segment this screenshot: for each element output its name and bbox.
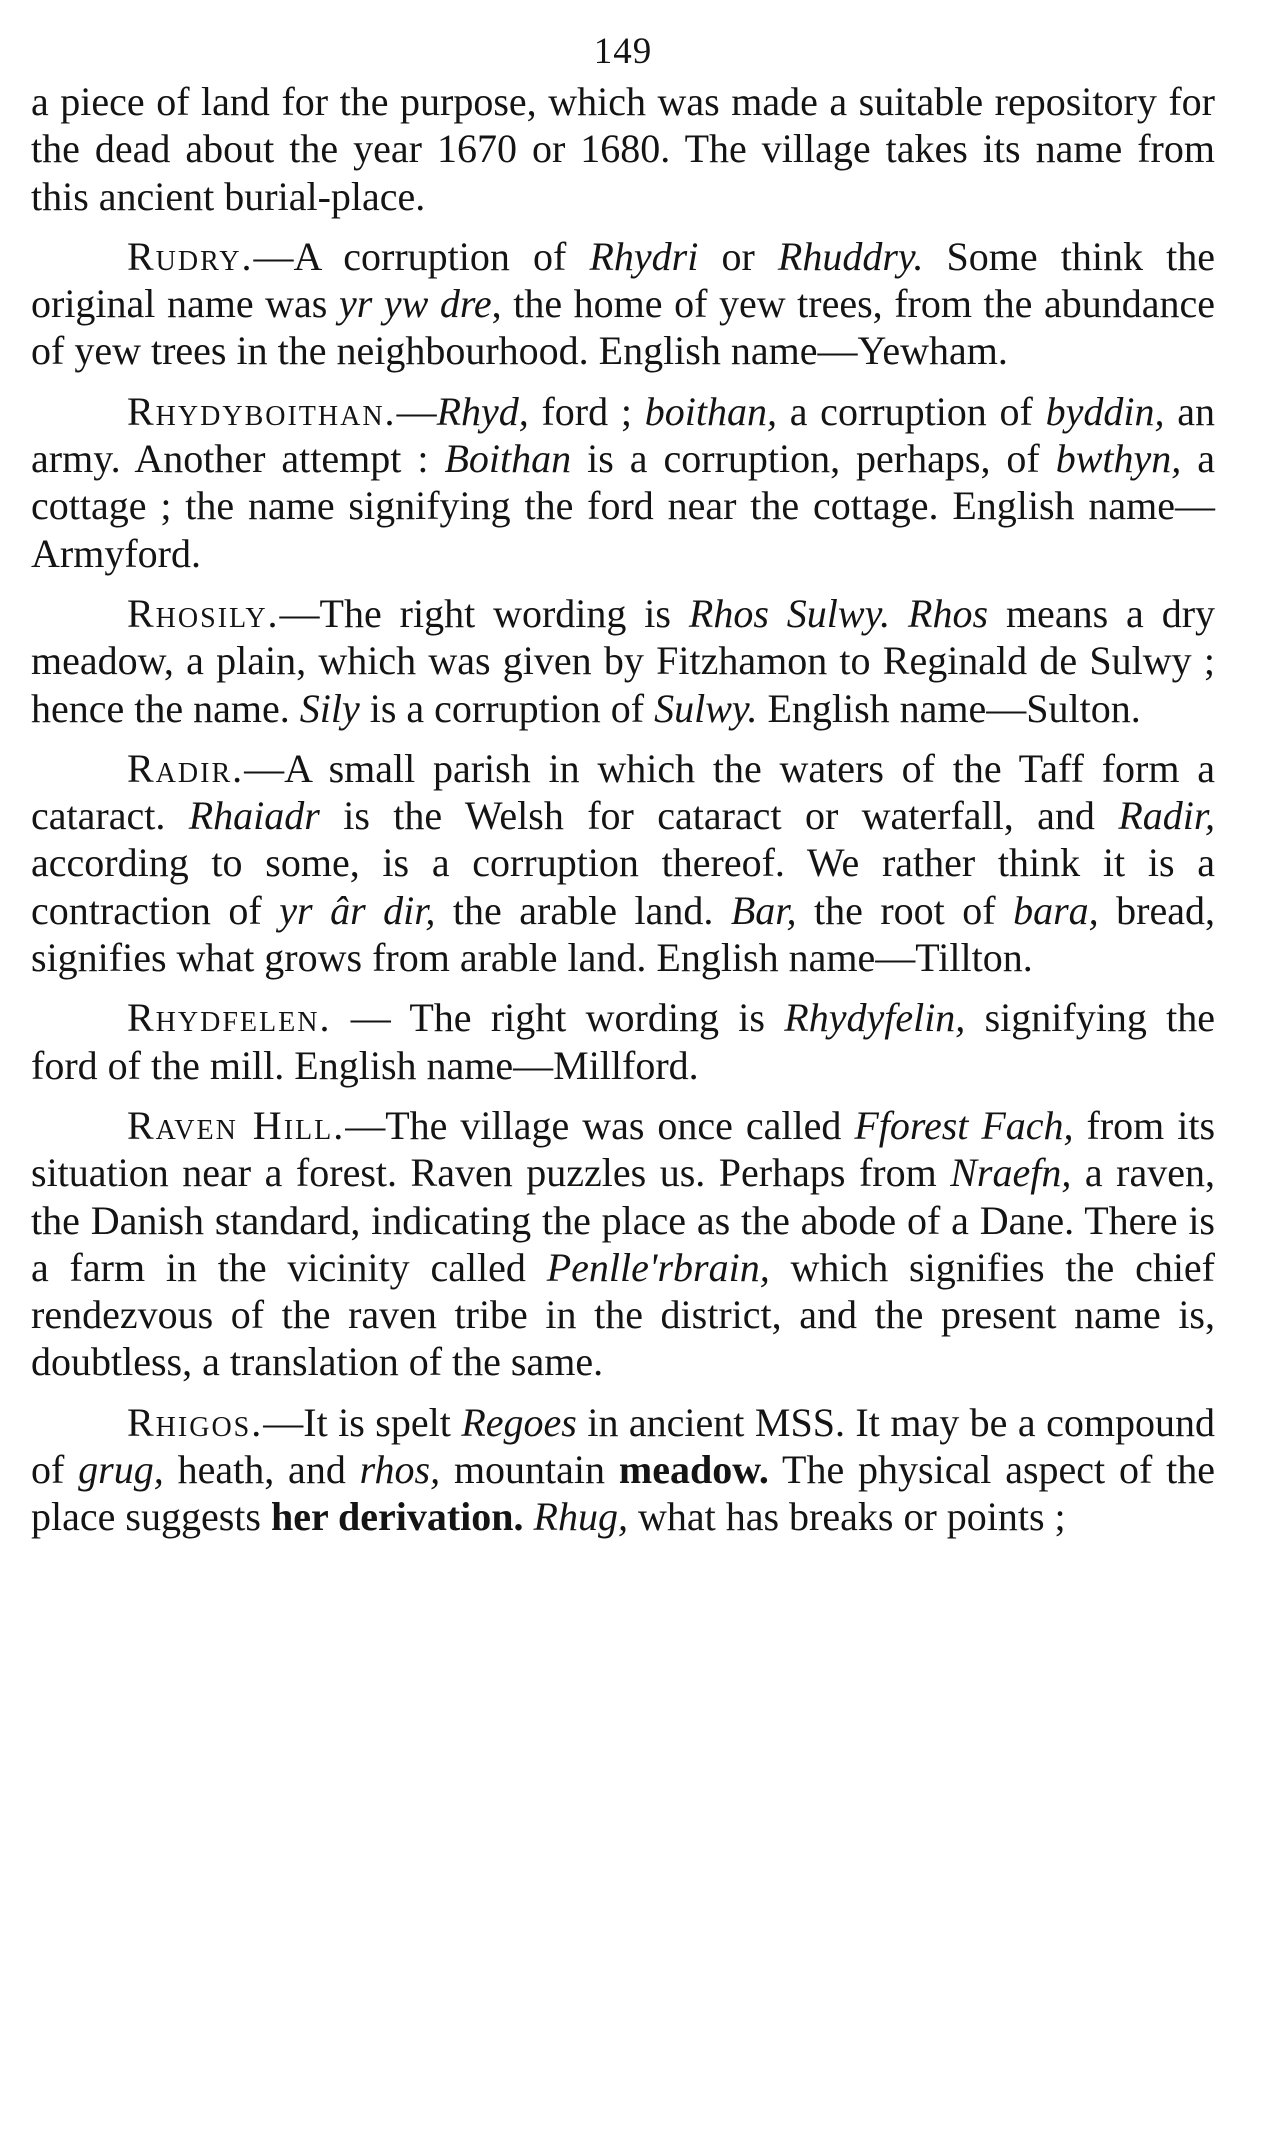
body-text: , the home of yew trees, from the abundance of yew trees in the neighbourhood. English name—Yewham. [31, 281, 1215, 374]
entry-rudry [31, 233, 1215, 375]
bold-text: her derivation. [270, 1494, 524, 1540]
body-text: Some think the original name was [31, 233, 1215, 327]
entry-headword: Radir. [127, 745, 245, 791]
body-text: signifying the ford of the mill. English name—Millford. [31, 995, 1216, 1088]
italic-term: Rhos [908, 590, 989, 636]
italic-term: Fforest Fach, [854, 1102, 1074, 1148]
body-text: —It is spelt [263, 1399, 462, 1445]
italic-term: Bar, [730, 887, 797, 933]
italic-term: boithan, [644, 388, 777, 434]
body-text: in ancient MSS. It may be a compound of [31, 1399, 1215, 1493]
italic-term: Boithan [444, 436, 572, 482]
italic-term: Penlle'rbrain, [546, 1244, 770, 1290]
body-text: from its situation near a forest. Raven puzzles us. Perhaps from [31, 1102, 1216, 1196]
italic-term: Sulwy. [654, 685, 758, 731]
entry-radir [31, 745, 1215, 981]
entry-headword: Rhydyboithan. [127, 388, 397, 434]
italic-term: Nraefn, [950, 1150, 1072, 1196]
body-text: —A corruption of [253, 233, 590, 279]
body-text: —The village was once called [345, 1102, 855, 1148]
body-text: bread, signifies what grows from arable land. English name—Tillton. [31, 887, 1216, 981]
italic-term: Rhydyfelin, [784, 995, 966, 1041]
italic-term: Rhuddry. [777, 233, 924, 279]
page-number: 149 [593, 31, 653, 72]
italic-term: byddin, [1045, 388, 1165, 434]
body-text: the root of [796, 887, 1014, 933]
body-text: the arable land. [435, 887, 731, 933]
italic-term: Sily [299, 685, 360, 731]
italic-term: bwthyn, [1055, 436, 1182, 482]
italic-term: yr âr dir, [279, 887, 436, 933]
body-text [890, 591, 908, 636]
body-text: —The right wording is [279, 590, 689, 636]
italic-term: rhos, [359, 1447, 441, 1493]
entry-headword: Rhigos. [127, 1399, 264, 1445]
body-text: is the Welsh for cataract or waterfall, and [319, 793, 1119, 839]
body-text: according to some, is a corruption thereof. We rather think it is a contraction of [31, 840, 1215, 933]
italic-term: Rhydri [589, 233, 699, 279]
entry-raven-hill [31, 1102, 1215, 1386]
body-text: ford ; [528, 388, 645, 434]
paragraph-continuation [31, 78, 1215, 220]
body-text: or [698, 233, 778, 279]
italic-term: Rhyd, [436, 388, 529, 434]
body-text: what has breaks or points ; [627, 1494, 1066, 1540]
body-text: mountain [440, 1447, 619, 1493]
body-text: is a corruption of [359, 685, 655, 731]
body-text: a corruption of [776, 388, 1046, 434]
body-text: a cottage ; the name signifying the ford near the cottage. English name—Armyford. [31, 436, 1215, 576]
italic-term: Regoes [461, 1399, 577, 1445]
italic-term: Rhaiadr [188, 793, 320, 839]
body-text: is a corruption, perhaps, of [571, 436, 1056, 482]
italic-term: bara, [1013, 887, 1099, 933]
body-text [524, 1494, 534, 1539]
italic-term: Radir, [1118, 793, 1216, 839]
body-text: heath, and [163, 1447, 360, 1493]
body-text: —A small parish in which the waters of the Taff form a cataract. [31, 745, 1215, 839]
entry-headword: Rhydfelen. [127, 995, 332, 1041]
italic-term: grug, [78, 1447, 164, 1493]
entry-rhydfelen [31, 994, 1215, 1089]
entry-rhosily [31, 590, 1215, 732]
entry-headword: Rudry. [127, 233, 254, 279]
entry-rhydyboithan [31, 388, 1215, 577]
entry-headword: Raven Hill. [127, 1102, 346, 1148]
body-text: English name—Sulton. [757, 685, 1141, 731]
body-text: a piece of land for the purpose, which was made a suitable repository for the dead about the year 1670 or 1680. The village takes its name from this ancient burial-place. [31, 79, 1215, 219]
body-text: a raven, the Danish standard, indicating the place as the abode of a Dane. There is a farm in the vicinity called [31, 1150, 1215, 1290]
body-text: means a dry meadow, a plain, which was given by Fitzhamon to Reginald de Sulwy ; hence the name. [31, 590, 1216, 731]
italic-term: Rhug, [533, 1494, 628, 1540]
bold-text: meadow. [618, 1447, 769, 1493]
entry-headword: Rhosily. [127, 590, 280, 636]
entry-rhigos [31, 1399, 1215, 1541]
body-text: — [396, 388, 437, 434]
italic-term: yr yw dre [338, 281, 492, 327]
body-text: an army. Another attempt : [31, 388, 1215, 482]
body-text: — The right wording is [331, 995, 785, 1041]
book-page [31, 30, 1215, 1554]
body-text: The physical aspect of the place suggests [31, 1447, 1216, 1540]
body-text: which signifies the chief rendezvous of the raven tribe in the district, and the present name is, doubtless, a translation of the same. [31, 1244, 1216, 1385]
italic-term: Rhos Sulwy. [688, 590, 891, 636]
